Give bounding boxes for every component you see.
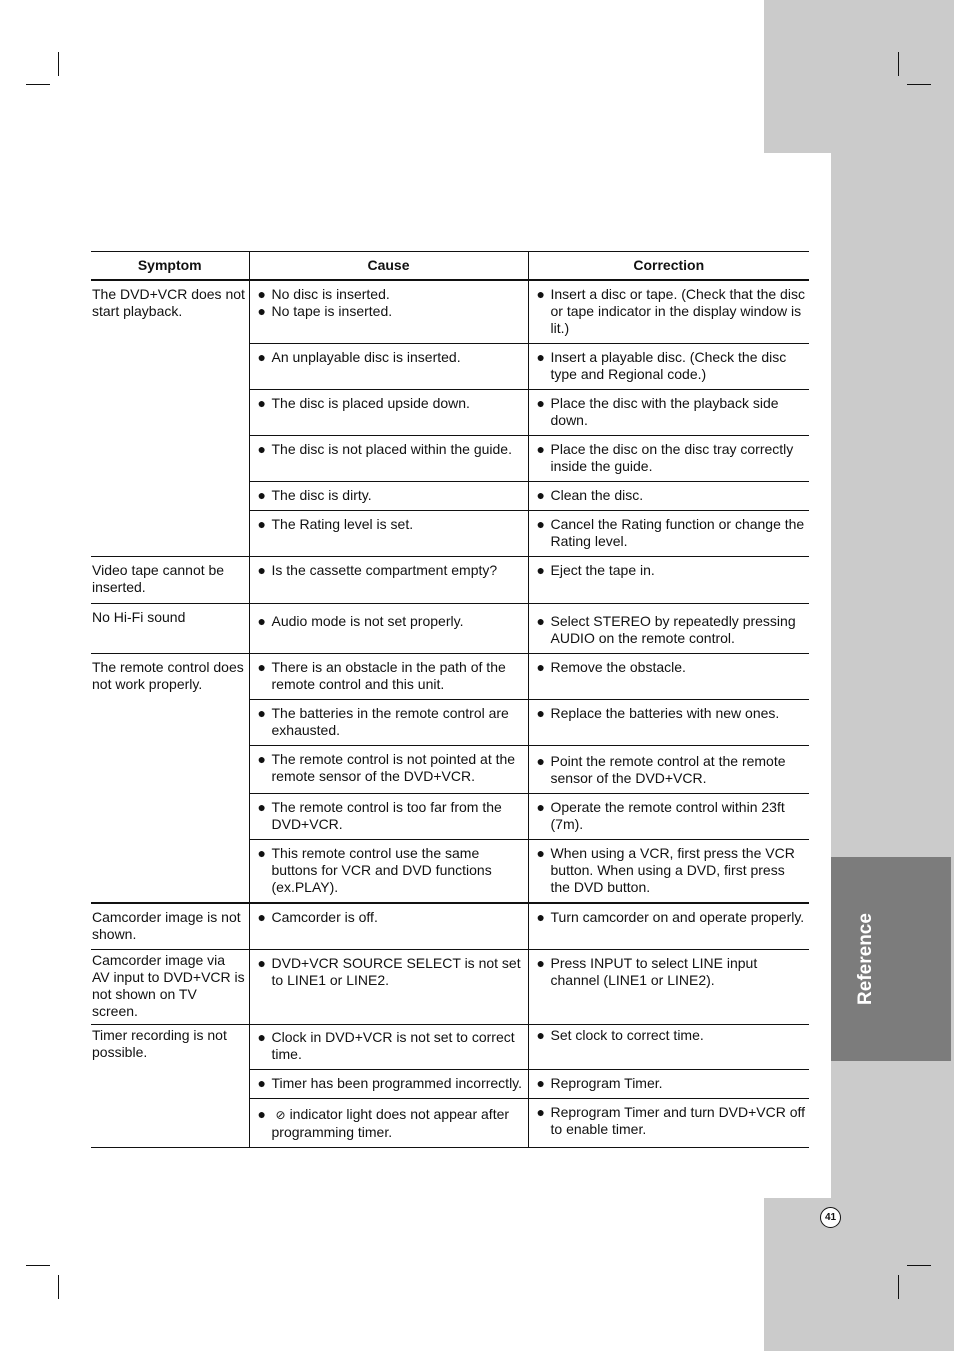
cause-text: The disc is not placed within the guide. <box>271 441 512 457</box>
page-number: 41 <box>820 1207 841 1228</box>
symptom-cell: Camcorder image via AV input to DVD+VCR is not shown on TV screen. <box>91 950 249 1025</box>
correction-text: Reprogram Timer and turn DVD+VCR off to enable timer. <box>550 1104 806 1137</box>
symptom-cell: The remote control does not work properly. <box>91 654 249 904</box>
cause-text: The remote control is not pointed at the remote sensor of the DVD+VCR. <box>271 751 516 784</box>
cause-text: DVD+VCR SOURCE SELECT is not set to LINE1 or LINE2. <box>271 955 521 988</box>
cause-cell: ● No disc is inserted. ● No tape is inserted. <box>249 280 528 344</box>
correction-cell: ● Place the disc with the playback side down. <box>528 390 809 436</box>
crop-mark <box>907 1265 931 1266</box>
cause-cell: ● The remote control is too far from the DVD+VCR. <box>249 794 528 840</box>
cause-cell: ● There is an obstacle in the path of the remote control and this unit. <box>249 654 528 700</box>
cause-text: An unplayable disc is inserted. <box>271 349 461 365</box>
table-row <box>91 280 809 344</box>
crop-mark <box>907 84 931 85</box>
crop-mark <box>58 1275 59 1299</box>
correction-text: Insert a playable disc. (Check the disc type and Regional code.) <box>550 349 787 382</box>
cause-cell: ● Camcorder is off. <box>249 903 528 950</box>
cause-cell: ● This remote control use the same buttons for VCR and DVD functions (ex.PLAY). <box>249 840 528 904</box>
cause-text: No tape is inserted. <box>271 303 393 319</box>
cause-cell: ● The remote control is not pointed at the remote sensor of the DVD+VCR. <box>249 746 528 794</box>
cause-text: The batteries in the remote control are exhausted. <box>271 705 509 738</box>
table-row <box>91 654 809 700</box>
timer-icon: ⊘ <box>275 1108 286 1122</box>
correction-cell: ● Replace the batteries with new ones. <box>528 700 809 746</box>
cause-cell: ● The Rating level is set. <box>249 511 528 557</box>
symptom-cell: Video tape cannot be inserted. <box>91 557 249 604</box>
cause-text: There is an obstacle in the path of the remote control and this unit. <box>271 659 506 692</box>
margin-band-bottom <box>764 1198 954 1351</box>
section-tab[interactable] <box>831 857 951 1061</box>
header-cause: Cause <box>249 252 528 281</box>
cause-cell: ● ⊘ indicator light does not appear after programming timer. <box>249 1099 528 1148</box>
correction-text: Select STEREO by repeatedly pressing AUDIO on the remote control. <box>550 613 796 646</box>
correction-cell: ● Eject the tape in. <box>528 557 809 604</box>
symptom-cell: The DVD+VCR does not start playback. <box>91 280 249 557</box>
correction-cell: ● Press INPUT to select LINE input channel (LINE1 or LINE2). <box>528 950 809 1025</box>
cause-cell: ● DVD+VCR SOURCE SELECT is not set to LINE1 or LINE2. <box>249 950 528 1025</box>
table-row <box>91 1025 809 1070</box>
cause-text: Clock in DVD+VCR is not set to correct time. <box>271 1029 515 1062</box>
symptom-cell: No Hi-Fi sound <box>91 604 249 654</box>
correction-cell: ● Reprogram Timer. <box>528 1070 809 1099</box>
correction-cell: ● When using a VCR, first press the VCR button. When using a DVD, first press the DVD button. <box>528 840 809 904</box>
cause-text: Timer has been programmed incorrectly. <box>271 1075 523 1091</box>
correction-cell: ● Set clock to correct time. <box>528 1025 809 1070</box>
table-row <box>91 903 809 950</box>
correction-cell: ● Clean the disc. <box>528 482 809 511</box>
cause-cell: ● An unplayable disc is inserted. <box>249 344 528 390</box>
cause-text: Is the cassette compartment empty? <box>271 562 498 578</box>
cause-cell: ● The batteries in the remote control are exhausted. <box>249 700 528 746</box>
correction-cell: ● Point the remote control at the remote sensor of the DVD+VCR. <box>528 746 809 794</box>
section-tab-label: Reference <box>855 913 876 1005</box>
table-row <box>91 950 809 1025</box>
crop-mark <box>26 1265 50 1266</box>
crop-mark <box>58 52 59 76</box>
symptom-cell: Timer recording is not possible. <box>91 1025 249 1148</box>
cause-text: indicator light does not appear after programming timer. <box>271 1106 510 1140</box>
cause-cell: ● The disc is placed upside down. <box>249 390 528 436</box>
cause-cell: ● Timer has been programmed incorrectly. <box>249 1070 528 1099</box>
cause-text: No disc is inserted. <box>271 286 390 302</box>
header-correction: Correction <box>528 252 809 281</box>
correction-cell: ● Turn camcorder on and operate properly. <box>528 903 809 950</box>
crop-mark <box>898 1275 899 1299</box>
correction-text: Insert a disc or tape. (Check that the disc or tape indicator in the display window is lit.) <box>550 286 805 336</box>
table-header-row <box>91 252 809 281</box>
header-symptom: Symptom <box>91 252 249 281</box>
correction-cell: ● Cancel the Rating function or change the Rating level. <box>528 511 809 557</box>
correction-text: Set clock to correct time. <box>550 1027 704 1043</box>
correction-text: Replace the batteries with new ones. <box>550 705 780 721</box>
cause-text: Audio mode is not set properly. <box>271 613 464 629</box>
correction-text: Operate the remote control within 23ft (7m). <box>550 799 785 832</box>
correction-text: Place the disc on the disc tray correctly inside the guide. <box>550 441 794 474</box>
cause-text: The disc is dirty. <box>271 487 372 503</box>
cause-cell: ● Audio mode is not set properly. <box>249 604 528 654</box>
cause-cell: ● The disc is not placed within the guide. <box>249 436 528 482</box>
margin-band-top <box>764 0 954 153</box>
cause-text: This remote control use the same buttons for VCR and DVD functions (ex.PLAY). <box>271 845 492 895</box>
cause-cell: ● The disc is dirty. <box>249 482 528 511</box>
symptom-cell: Camcorder image is not shown. <box>91 903 249 950</box>
troubleshooting-table <box>91 251 809 1148</box>
correction-text: Cancel the Rating function or change the Rating level. <box>550 516 805 549</box>
correction-text: Turn camcorder on and operate properly. <box>550 909 805 925</box>
crop-mark <box>898 52 899 76</box>
correction-cell: ● Remove the obstacle. <box>528 654 809 700</box>
cause-text: The remote control is too far from the DVD+VCR. <box>271 799 502 832</box>
cause-text: The Rating level is set. <box>271 516 414 532</box>
crop-mark <box>26 84 50 85</box>
correction-text: Press INPUT to select LINE input channel (LINE1 or LINE2). <box>550 955 758 988</box>
correction-text: Remove the obstacle. <box>550 659 686 675</box>
cause-text: The disc is placed upside down. <box>271 395 470 411</box>
correction-cell: ● Select STEREO by repeatedly pressing AUDIO on the remote control. <box>528 604 809 654</box>
correction-cell: ● Reprogram Timer and turn DVD+VCR off to enable timer. <box>528 1099 809 1148</box>
correction-text: Point the remote control at the remote sensor of the DVD+VCR. <box>550 753 786 786</box>
cause-cell: ● Is the cassette compartment empty? <box>249 557 528 604</box>
correction-cell: ● Place the disc on the disc tray correctly inside the guide. <box>528 436 809 482</box>
cause-text: Camcorder is off. <box>271 909 378 925</box>
correction-text: Reprogram Timer. <box>550 1075 663 1091</box>
correction-cell: ● Operate the remote control within 23ft (7m). <box>528 794 809 840</box>
table-row <box>91 604 809 654</box>
correction-text: Clean the disc. <box>550 487 644 503</box>
correction-cell: ● Insert a playable disc. (Check the disc type and Regional code.) <box>528 344 809 390</box>
correction-cell: ● Insert a disc or tape. (Check that the disc or tape indicator in the display window is lit.) <box>528 280 809 344</box>
cause-cell: ● Clock in DVD+VCR is not set to correct time. <box>249 1025 528 1070</box>
table-row <box>91 557 809 604</box>
correction-text: Place the disc with the playback side down. <box>550 395 779 428</box>
correction-text: When using a VCR, first press the VCR button. When using a DVD, first press the DVD button. <box>550 845 795 895</box>
correction-text: Eject the tape in. <box>550 562 655 578</box>
